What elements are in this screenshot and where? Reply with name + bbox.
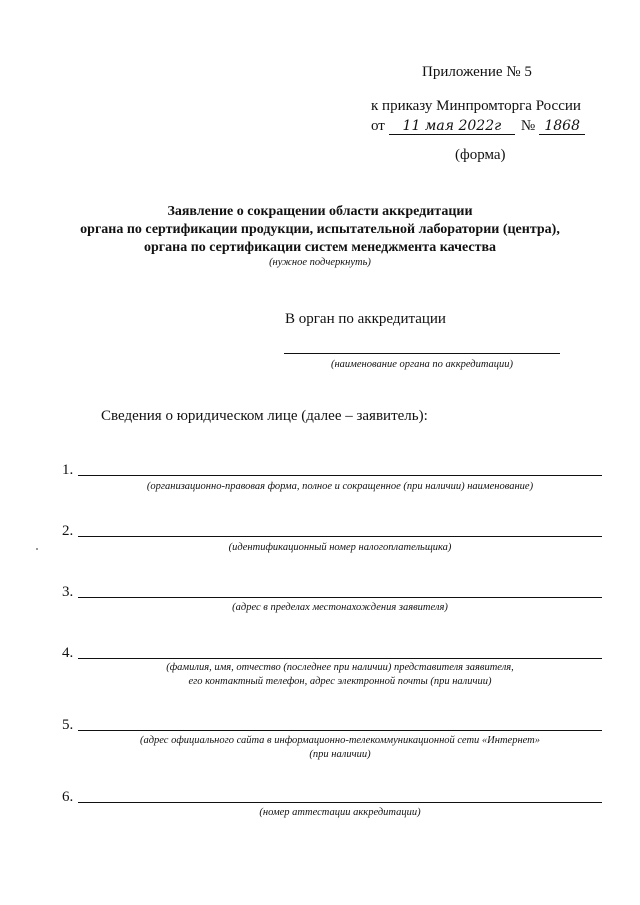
field-3-hint: (адрес в пределах местонахождения заявителя) — [232, 602, 448, 613]
field-2-line[interactable] — [78, 536, 602, 537]
field-4-line[interactable] — [78, 658, 602, 659]
field-4-hint — [78, 661, 602, 689]
document-title — [0, 203, 640, 268]
field-1-hint: (организационно-правовая форма, полное и сокращенное (при наличии) наименование) — [146, 481, 534, 492]
title-line-2: органа по сертификации продукции, испытательной лаборатории (центра), — [80, 222, 560, 237]
scan-speck — [36, 548, 38, 550]
recipient-hint: (наименование органа по аккредитации) — [330, 359, 514, 370]
appendix-label: Приложение № 5 — [422, 64, 532, 80]
field-3-number: 3. — [62, 584, 74, 600]
recipient-name-line[interactable] — [284, 353, 560, 354]
field-5-hint-line-2: (при наличии) — [309, 749, 371, 760]
field-1-number: 1. — [62, 462, 74, 478]
title-hint: (нужное подчеркнуть) — [269, 257, 371, 268]
number-prefix: № — [520, 118, 536, 134]
field-2-hint: (идентификационный номер налогоплательщика) — [228, 542, 452, 553]
handwritten-number: 1868 — [539, 118, 585, 135]
applicant-intro: Сведения о юридическом лице (далее – заявитель): — [101, 408, 428, 424]
field-3-line[interactable] — [78, 597, 602, 598]
date-prefix: от — [371, 118, 385, 134]
field-4-hint-line-1: (фамилия, имя, отчество (последнее при наличии) представителя заявителя, — [166, 662, 514, 673]
title-line-3: органа по сертификации систем менеджмента качества — [143, 240, 497, 255]
field-1-line[interactable] — [78, 475, 602, 476]
field-5-number: 5. — [62, 717, 74, 733]
field-2-number: 2. — [62, 523, 74, 539]
handwritten-date: 11 мая 2022г — [389, 118, 515, 135]
form-label: (форма) — [455, 147, 506, 163]
field-6-line[interactable] — [78, 802, 602, 803]
field-6-hint: (номер аттестации аккредитации) — [259, 807, 421, 818]
field-5-hint — [78, 734, 602, 762]
field-5-hint-line-1: (адрес официального сайта в информационно-телекоммуникационной сети «Интернет» — [139, 735, 541, 746]
field-6-number: 6. — [62, 789, 74, 805]
field-5-line[interactable] — [78, 730, 602, 731]
order-date-row — [371, 118, 585, 135]
recipient-label: В орган по аккредитации — [285, 311, 446, 327]
order-reference: к приказу Минпромторга России — [371, 98, 581, 114]
title-line-1: Заявление о сокращении области аккредитации — [167, 204, 473, 219]
field-4-number: 4. — [62, 645, 74, 661]
field-4-hint-line-2: его контактный телефон, адрес электронной почты (при наличии) — [188, 676, 492, 687]
